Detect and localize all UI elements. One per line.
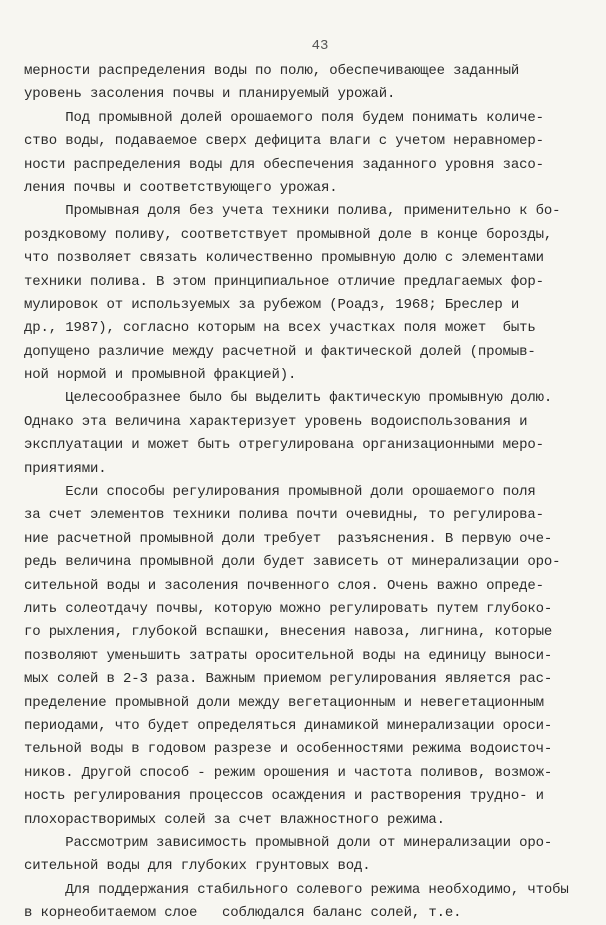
- text-line: Если способы регулирования промывной доли орошаемого поля: [24, 484, 536, 501]
- text-line: Промывная доля без учета техники полива, применительно к бо-: [24, 203, 561, 220]
- text-line: Для поддержания стабильного солевого режима необходимо, чтобы: [24, 881, 569, 898]
- text-line: лить солеотдачу почвы, которую можно регулировать путем глубоко-: [24, 600, 553, 617]
- text-line: ности распределения воды для обеспечения заданного уровня засо-: [24, 156, 544, 173]
- text-line: ников. Другой способ - режим орошения и частота поливов, возмож-: [24, 764, 553, 781]
- text-line: Целесообразнее было бы выделить фактическую промывную долю.: [24, 390, 553, 407]
- text-line: мулировок от используемых за рубежом (Роадз, 1968; Бреслер и: [24, 296, 520, 313]
- text-line: Рассмотрим зависимость промывной доли от минерализации оро-: [24, 834, 553, 851]
- text-line: что позволяет связать количественно промывную долю с элементами: [24, 250, 544, 267]
- text-line: ство воды, подаваемое сверх дефицита влаги с учетом неравномер-: [24, 133, 544, 150]
- text-line: ления почвы и соответствующего урожая.: [24, 179, 338, 196]
- text-line: в корнеобитаемом слое соблюдался баланс солей, т.е.: [24, 905, 462, 922]
- text-line: ние расчетной промывной доли требует разъяснения. В первую оче-: [24, 530, 553, 547]
- text-line: Однако эта величина характеризует уровень водоиспользования и: [24, 413, 528, 430]
- text-line: периодами, что будет определяться динамикой минерализации ороси-: [24, 717, 553, 734]
- text-line: Под промывной долей орошаемого поля будем понимать количе-: [24, 109, 544, 126]
- text-line: плохорастворимых солей за счет влажностного режима.: [24, 811, 445, 828]
- text-line: эксплуатации и может быть отрегулирована организационными меро-: [24, 437, 544, 454]
- text-line: мерности распределения воды по полю, обеспечивающее заданный: [24, 63, 520, 79]
- text-line: уровень засоления почвы и планируемый урожай.: [24, 86, 396, 103]
- page-number: 43: [311, 38, 329, 54]
- text-line: пределение промывной доли между вегетационным и невегетационным: [24, 694, 544, 711]
- text-line: приятиями.: [24, 460, 107, 477]
- text-line: ной нормой и промывной фракцией).: [24, 367, 297, 384]
- text-line: роздковому поливу, соответствует промывной доле в конце борозды,: [24, 226, 553, 243]
- text-line: мых солей в 2-3 раза. Важным приемом регулирования является рас-: [24, 671, 553, 688]
- text-line: позволяют уменьшить затраты оросительной воды на единицу выноси-: [24, 647, 553, 664]
- text-line: техники полива. В этом принципиальное отличие предлагаемых фор-: [24, 273, 544, 290]
- text-line: др., 1987), согласно которым на всех участках поля может быть: [24, 320, 536, 337]
- body-text: [24, 60, 586, 925]
- text-line: сительной воды и засоления почвенного слоя. Очень важно опреде-: [24, 577, 544, 594]
- text-line: го рыхления, глубокой вспашки, внесения навоза, лигнина, которые: [24, 624, 553, 641]
- text-line: за счет элементов техники полива почти очевидны, то регулирова-: [24, 507, 544, 524]
- text-line: тельной воды в годовом разрезе и особенностями режима водоисточ-: [24, 741, 553, 758]
- text-line: допущено различие между расчетной и фактической долей (промыв-: [24, 343, 536, 360]
- text-line: редь величина промывной доли будет зависеть от минерализации оро-: [24, 554, 561, 571]
- text-line: ность регулирования процессов осаждения и растворения трудно- и: [24, 788, 544, 805]
- text-line: сительной воды для глубоких грунтовых вод.: [24, 858, 371, 875]
